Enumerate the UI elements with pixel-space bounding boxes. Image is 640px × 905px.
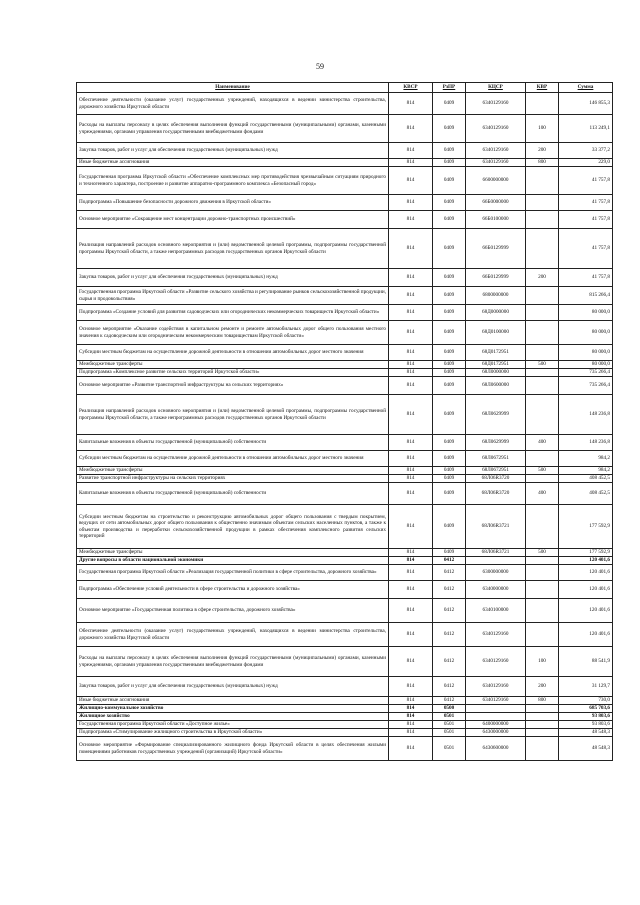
budget-table	[76, 82, 613, 761]
table-header-row	[77, 83, 613, 93]
cell-name: Основное мероприятие «Сокращение мест концентрации дорожно-транспортных происшествий»	[77, 211, 389, 229]
cell-sum: 93 803,6	[559, 713, 613, 721]
cell-name: Расходы на выплаты персоналу в целях обеспечения выполнения функций государственными (муниципальными) органами, казенными учреждениями, органами управления государственными внебюджетными фондами	[77, 647, 389, 677]
cell-rzpr: 0409	[433, 435, 466, 451]
cell-sum: 48 548,3	[559, 737, 613, 761]
cell-kvr: 400	[526, 435, 559, 451]
cell-kcsr: 68Л06R3720	[466, 475, 526, 483]
cell-sum: 815 266,4	[559, 287, 613, 305]
cell-kvr	[526, 93, 559, 115]
table-row	[77, 93, 613, 115]
cell-kvsr: 814	[389, 115, 433, 143]
cell-kcsr: 66Б0100000	[466, 211, 526, 229]
cell-name: Подпрограмма «Создание условий для развития садоводческих или огороднических некоммерческих товариществ Иркутской области»	[77, 305, 389, 321]
cell-kvr	[526, 705, 559, 713]
cell-sum: 120 401,6	[559, 565, 613, 581]
cell-kvsr: 814	[389, 705, 433, 713]
cell-kvsr: 814	[389, 505, 433, 549]
cell-kvr	[526, 345, 559, 361]
cell-kvr	[526, 451, 559, 467]
cell-kvsr: 814	[389, 369, 433, 377]
cell-kvr: 500	[526, 467, 559, 475]
cell-name: Подпрограмма «Повышение безопасности дорожного движения в Иркутской области»	[77, 195, 389, 211]
cell-sum: 120 401,6	[559, 599, 613, 623]
cell-name: Государственная программа Иркутской области «Доступное жилье»	[77, 721, 389, 729]
cell-kcsr: 68Л0672951	[466, 467, 526, 475]
cell-kcsr: 6340129160	[466, 115, 526, 143]
cell-kcsr: 6340129160	[466, 143, 526, 159]
table-row	[77, 143, 613, 159]
cell-sum: 80 000,0	[559, 361, 613, 369]
cell-kvr: 800	[526, 697, 559, 705]
cell-kvsr: 814	[389, 361, 433, 369]
cell-name: Подпрограмма «Обеспечение условий деятельности в сфере строительства и дорожного хозяйства»	[77, 581, 389, 599]
cell-rzpr: 0412	[433, 677, 466, 697]
cell-sum: 177 592,9	[559, 505, 613, 549]
cell-name: Основное мероприятие «Оказание содействия в капитальном ремонте и ремонте автомобильных дорог общего пользования местного значения к садоводческим или огородническим некоммерческим товариществам Иркутской области»	[77, 321, 389, 345]
cell-sum: 41 757,8	[559, 211, 613, 229]
cell-kvsr: 814	[389, 195, 433, 211]
cell-kvr	[526, 167, 559, 195]
cell-rzpr: 0412	[433, 623, 466, 647]
cell-rzpr: 0409	[433, 93, 466, 115]
cell-kvsr: 814	[389, 269, 433, 287]
cell-sum: 685 703,6	[559, 705, 613, 713]
header-rzpr: РзПР	[433, 83, 466, 93]
cell-kvr: 800	[526, 159, 559, 167]
cell-sum: 408 452,5	[559, 483, 613, 505]
cell-kvsr: 814	[389, 713, 433, 721]
cell-name: Расходы на выплаты персоналу в целях обеспечения выполнения функций государственными (муниципальными) органами, казенными учреждениями, органами управления государственными внебюджетными фондами	[77, 115, 389, 143]
cell-sum: 48 548,3	[559, 729, 613, 737]
table-row	[77, 395, 613, 435]
cell-kvsr: 814	[389, 211, 433, 229]
cell-sum: 120 401,6	[559, 623, 613, 647]
cell-kcsr	[466, 705, 526, 713]
table-body	[77, 93, 613, 761]
cell-kvsr: 814	[389, 143, 433, 159]
cell-kvsr: 814	[389, 623, 433, 647]
cell-sum: 120 401,6	[559, 557, 613, 565]
cell-sum: 730,0	[559, 697, 613, 705]
cell-name: Иные бюджетные ассигнования	[77, 697, 389, 705]
table-row	[77, 737, 613, 761]
cell-kvsr: 814	[389, 229, 433, 269]
cell-kvsr: 814	[389, 737, 433, 761]
table-row	[77, 697, 613, 705]
cell-name: Обеспечение деятельности (оказание услуг) государственных учреждений, находящихся в ведении министерства строительства, дорожного хозяйства Иркутской области	[77, 93, 389, 115]
cell-rzpr: 0409	[433, 361, 466, 369]
cell-kcsr: 6340129160	[466, 93, 526, 115]
cell-sum: 735 266,4	[559, 369, 613, 377]
cell-name: Реализация направлений расходов основного мероприятия и (или) ведомственной целевой программы, подпрограммы государственной программы Иркутской области, а также непрограммных расходов государственных органов Иркутской области	[77, 395, 389, 435]
table-row	[77, 705, 613, 713]
cell-kvsr: 814	[389, 475, 433, 483]
cell-kcsr: 6340129160	[466, 159, 526, 167]
table-row	[77, 467, 613, 475]
cell-kvsr: 814	[389, 467, 433, 475]
cell-kvsr: 814	[389, 345, 433, 361]
cell-kvr	[526, 557, 559, 565]
cell-rzpr: 0409	[433, 269, 466, 287]
cell-kvr	[526, 229, 559, 269]
cell-rzpr: 0409	[433, 395, 466, 435]
cell-name: Капитальные вложения в объекты государственной (муниципальной) собственности	[77, 435, 389, 451]
cell-kvr: 100	[526, 647, 559, 677]
cell-name: Обеспечение деятельности (оказание услуг) государственных учреждений, находящихся в ведении министерства строительства, дорожного хозяйства Иркутской области	[77, 623, 389, 647]
cell-sum: 41 757,8	[559, 167, 613, 195]
cell-sum: 31 129,7	[559, 677, 613, 697]
cell-rzpr: 0409	[433, 451, 466, 467]
cell-kcsr: 68Л06R3720	[466, 483, 526, 505]
cell-sum: 80 000,0	[559, 305, 613, 321]
cell-kvr	[526, 729, 559, 737]
cell-kvsr: 814	[389, 435, 433, 451]
cell-rzpr: 0412	[433, 599, 466, 623]
cell-name: Государственная программа Иркутской области «Развитие сельского хозяйства и регулирование рынков сельскохозяйственной продукции, сырья и продовольствия»	[77, 287, 389, 305]
cell-rzpr: 0412	[433, 581, 466, 599]
cell-name: Основное мероприятие «Формирование специализированного жилищного фонда Иркутской области в целях обеспечения жилыми помещениями работников государственных учреждений (организаций) Иркутской области»	[77, 737, 389, 761]
cell-sum: 120 401,6	[559, 581, 613, 599]
cell-kvr	[526, 737, 559, 761]
cell-rzpr: 0409	[433, 505, 466, 549]
cell-rzpr: 0501	[433, 729, 466, 737]
cell-kcsr: 66Б0129999	[466, 269, 526, 287]
cell-kvr	[526, 377, 559, 395]
table-row	[77, 451, 613, 467]
cell-kvr	[526, 599, 559, 623]
cell-rzpr: 0501	[433, 713, 466, 721]
cell-name: Капитальные вложения в объекты государственной (муниципальной) собственности	[77, 483, 389, 505]
cell-kcsr: 6340000000	[466, 581, 526, 599]
cell-kvr	[526, 475, 559, 483]
table-row	[77, 505, 613, 549]
cell-kcsr: 6600000000	[466, 167, 526, 195]
cell-kvsr: 814	[389, 321, 433, 345]
cell-kcsr: 66Б0129999	[466, 229, 526, 269]
cell-name: Субсидии местным бюджетам на строительство и реконструкцию автомобильных дорог общего пользования с твердым покрытием, ведущих от сети автомобильных дорог общего пользования к общественно значимым объектам сельских населенных пунктов, а также к объектам производства и переработки сельскохозяйственной продукции в рамках обеспечения комплексного развития сельских территорий	[77, 505, 389, 549]
table-row	[77, 345, 613, 361]
cell-kcsr: 68Л0672951	[466, 451, 526, 467]
table-row	[77, 167, 613, 195]
cell-kcsr: 68Л0629999	[466, 435, 526, 451]
table-row	[77, 599, 613, 623]
cell-sum: 80 000,0	[559, 321, 613, 345]
cell-kvsr: 814	[389, 697, 433, 705]
cell-name: Реализация направлений расходов основного мероприятия и (или) ведомственной целевой программы, подпрограммы государственной программы Иркутской области, а также непрограммных расходов государственных органов Иркутской области	[77, 229, 389, 269]
table-row	[77, 159, 613, 167]
cell-name: Межбюджетные трансферты	[77, 467, 389, 475]
cell-rzpr: 0501	[433, 737, 466, 761]
cell-name: Государственная программа Иркутской области «Реализация государственной политики в сфере строительства, дорожного хозяйства»	[77, 565, 389, 581]
cell-kvr	[526, 305, 559, 321]
cell-name: Жилищное хозяйство	[77, 713, 389, 721]
cell-name: Межбюджетные трансферты	[77, 361, 389, 369]
budget-table-container	[76, 82, 612, 761]
cell-kvsr: 814	[389, 647, 433, 677]
cell-rzpr: 0409	[433, 321, 466, 345]
cell-kvsr: 814	[389, 581, 433, 599]
cell-kvr: 200	[526, 143, 559, 159]
cell-rzpr: 0412	[433, 557, 466, 565]
cell-kvr	[526, 211, 559, 229]
cell-name: Иные бюджетные ассигнования	[77, 159, 389, 167]
cell-kcsr: 68Д0100000	[466, 321, 526, 345]
cell-kcsr: 66Б0000000	[466, 195, 526, 211]
cell-kvr: 200	[526, 677, 559, 697]
table-row	[77, 677, 613, 697]
cell-kvsr: 814	[389, 721, 433, 729]
table-row	[77, 287, 613, 305]
cell-kvsr: 814	[389, 599, 433, 623]
cell-sum: 88 541,9	[559, 647, 613, 677]
cell-kvsr: 814	[389, 305, 433, 321]
cell-kcsr: 68Д0172951	[466, 361, 526, 369]
cell-sum: 146 855,3	[559, 93, 613, 115]
cell-rzpr: 0409	[433, 211, 466, 229]
cell-rzpr: 0412	[433, 697, 466, 705]
cell-sum: 408 452,5	[559, 475, 613, 483]
cell-kvsr: 814	[389, 677, 433, 697]
cell-kcsr: 68Л06R3721	[466, 549, 526, 557]
cell-sum: 984,2	[559, 467, 613, 475]
table-row	[77, 305, 613, 321]
cell-rzpr: 0409	[433, 229, 466, 269]
cell-kcsr: 68Д0000000	[466, 305, 526, 321]
table-row	[77, 321, 613, 345]
cell-rzpr: 0409	[433, 549, 466, 557]
cell-sum: 735 266,4	[559, 377, 613, 395]
cell-kvsr: 814	[389, 557, 433, 565]
table-row	[77, 549, 613, 557]
cell-kvr	[526, 565, 559, 581]
cell-sum: 148 236,8	[559, 395, 613, 435]
table-row	[77, 269, 613, 287]
cell-sum: 33 377,2	[559, 143, 613, 159]
cell-kcsr: 6340129160	[466, 677, 526, 697]
header-sum: Сумма	[559, 83, 613, 93]
cell-name: Закупка товаров, работ и услуг для обеспечения государственных (муниципальных) нужд	[77, 269, 389, 287]
cell-rzpr: 0409	[433, 115, 466, 143]
cell-kvr: 500	[526, 361, 559, 369]
cell-kvr: 500	[526, 549, 559, 557]
cell-sum: 148 236,8	[559, 435, 613, 451]
cell-kcsr: 68Л0629999	[466, 395, 526, 435]
cell-rzpr: 0409	[433, 475, 466, 483]
cell-kvsr: 814	[389, 377, 433, 395]
table-row	[77, 115, 613, 143]
table-row	[77, 713, 613, 721]
cell-sum: 41 757,8	[559, 269, 613, 287]
table-row	[77, 361, 613, 369]
table-row	[77, 557, 613, 565]
cell-rzpr: 0412	[433, 565, 466, 581]
cell-rzpr: 0409	[433, 167, 466, 195]
cell-kcsr: 6340129160	[466, 647, 526, 677]
cell-sum: 984,2	[559, 451, 613, 467]
table-row	[77, 623, 613, 647]
cell-name: Субсидии местным бюджетам на осуществление дорожной деятельности в отношении автомобильных дорог местного значения	[77, 451, 389, 467]
cell-rzpr: 0500	[433, 705, 466, 713]
cell-rzpr: 0409	[433, 143, 466, 159]
cell-kcsr: 6300000000	[466, 565, 526, 581]
cell-sum: 80 000,0	[559, 345, 613, 361]
table-row	[77, 369, 613, 377]
table-row	[77, 647, 613, 677]
cell-rzpr: 0412	[433, 647, 466, 677]
cell-kvsr: 814	[389, 167, 433, 195]
cell-kvr: 100	[526, 115, 559, 143]
cell-name: Жилищно-коммунальное хозяйство	[77, 705, 389, 713]
cell-rzpr: 0409	[433, 345, 466, 361]
cell-kcsr: 6430600000	[466, 737, 526, 761]
cell-kcsr: 6340129160	[466, 697, 526, 705]
cell-kvsr: 814	[389, 287, 433, 305]
cell-kvsr: 814	[389, 159, 433, 167]
cell-kvsr: 814	[389, 93, 433, 115]
cell-name: Развитие транспортной инфраструктуры на сельских территориях	[77, 475, 389, 483]
cell-kcsr: 68Л0600000	[466, 377, 526, 395]
cell-sum: 41 757,8	[559, 195, 613, 211]
cell-name: Подпрограмма «Комплексное развитие сельских территорий Иркутской области»	[77, 369, 389, 377]
cell-kvsr: 814	[389, 729, 433, 737]
cell-name: Основное мероприятие «Государственная политика в сфере строительства, дорожного хозяйства»	[77, 599, 389, 623]
header-name: Наименование	[77, 83, 389, 93]
cell-rzpr: 0409	[433, 195, 466, 211]
cell-name: Другие вопросы в области национальной экономики	[77, 557, 389, 565]
cell-kvsr: 814	[389, 395, 433, 435]
cell-name: Закупка товаров, работ и услуг для обеспечения государственных (муниципальных) нужд	[77, 677, 389, 697]
cell-kvsr: 814	[389, 565, 433, 581]
table-row	[77, 565, 613, 581]
cell-name: Подпрограмма «Стимулирование жилищного строительства в Иркутской области»	[77, 729, 389, 737]
cell-kcsr: 68Л0000000	[466, 369, 526, 377]
header-kcsr: КЦСР	[466, 83, 526, 93]
cell-kcsr: 6340100000	[466, 599, 526, 623]
cell-kvr: 400	[526, 483, 559, 505]
cell-kcsr: 6340129160	[466, 623, 526, 647]
cell-kvsr: 814	[389, 549, 433, 557]
cell-kcsr	[466, 713, 526, 721]
page-number: 59	[316, 62, 324, 71]
header-kvsr: КВСР	[389, 83, 433, 93]
cell-sum: 41 757,8	[559, 229, 613, 269]
table-row	[77, 475, 613, 483]
table-row	[77, 483, 613, 505]
table-row	[77, 729, 613, 737]
cell-kvr	[526, 369, 559, 377]
cell-name: Государственная программа Иркутской области «Обеспечение комплексных мер противодействия чрезвычайным ситуациям природного и техногенного характера, построение и развитие аппаратно-программного комплекса «Безопасный город»	[77, 167, 389, 195]
table-row	[77, 377, 613, 395]
cell-kcsr: 68Д0172951	[466, 345, 526, 361]
cell-rzpr: 0409	[433, 287, 466, 305]
cell-kvr	[526, 623, 559, 647]
cell-kvsr: 814	[389, 451, 433, 467]
cell-kcsr: 68Л06R3721	[466, 505, 526, 549]
cell-rzpr: 0501	[433, 721, 466, 729]
cell-kcsr	[466, 557, 526, 565]
cell-name: Закупка товаров, работ и услуг для обеспечения государственных (муниципальных) нужд	[77, 143, 389, 159]
cell-kcsr: 6400000000	[466, 721, 526, 729]
cell-sum: 113 249,1	[559, 115, 613, 143]
table-row	[77, 581, 613, 599]
cell-kvr	[526, 395, 559, 435]
table-row	[77, 721, 613, 729]
header-kvr: КВР	[526, 83, 559, 93]
cell-kvr	[526, 505, 559, 549]
cell-kvsr: 814	[389, 483, 433, 505]
cell-kvr	[526, 581, 559, 599]
cell-rzpr: 0409	[433, 305, 466, 321]
cell-kcsr: 6800000000	[466, 287, 526, 305]
table-row	[77, 229, 613, 269]
cell-kvr: 200	[526, 269, 559, 287]
cell-sum: 93 803,6	[559, 721, 613, 729]
cell-name: Основное мероприятие «Развитие транспортной инфраструктуры на сельских территориях»	[77, 377, 389, 395]
table-row	[77, 211, 613, 229]
cell-rzpr: 0409	[433, 467, 466, 475]
cell-sum: 177 592,9	[559, 549, 613, 557]
cell-kvr	[526, 287, 559, 305]
cell-kvr	[526, 713, 559, 721]
cell-name: Межбюджетные трансферты	[77, 549, 389, 557]
cell-kvr	[526, 721, 559, 729]
cell-rzpr: 0409	[433, 159, 466, 167]
table-row	[77, 195, 613, 211]
cell-kvr	[526, 195, 559, 211]
cell-rzpr: 0409	[433, 377, 466, 395]
cell-kcsr: 6430000000	[466, 729, 526, 737]
cell-rzpr: 0409	[433, 369, 466, 377]
cell-name: Субсидии местным бюджетам на осуществление дорожной деятельности в отношении автомобильных дорог местного значения	[77, 345, 389, 361]
cell-kvr	[526, 321, 559, 345]
table-row	[77, 435, 613, 451]
cell-rzpr: 0409	[433, 483, 466, 505]
cell-sum: 229,0	[559, 159, 613, 167]
